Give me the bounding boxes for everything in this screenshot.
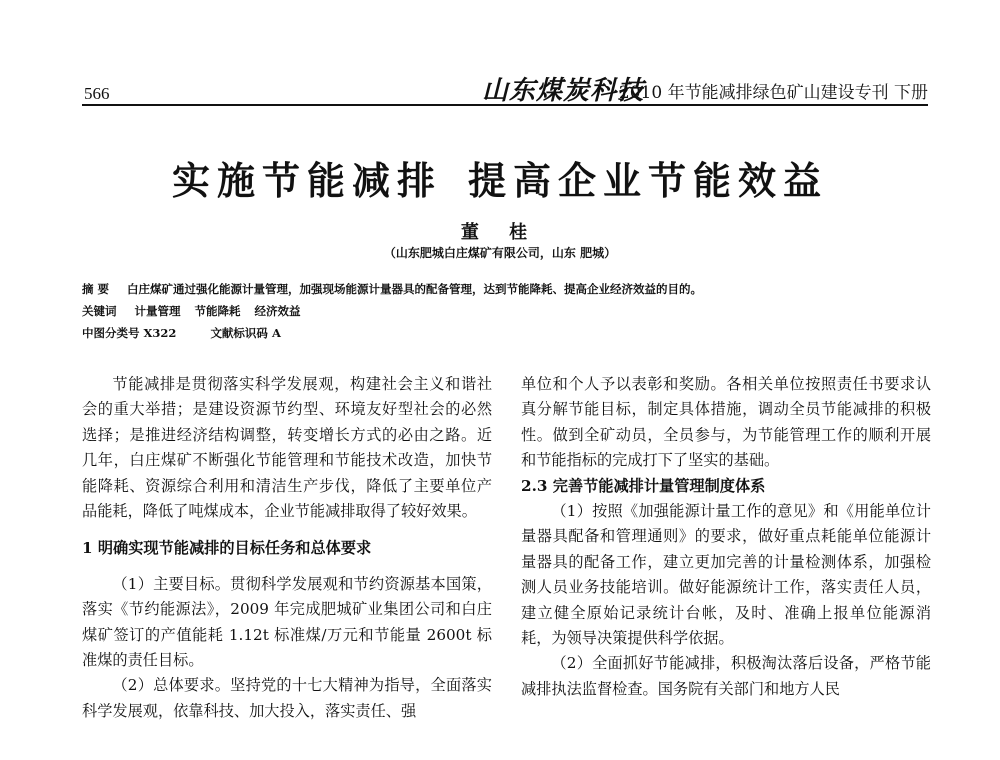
section-1-heading: 1 明确实现节能减排的目标任务和总体要求 [82,539,372,558]
title-part-2: 提高企业节能效益 [468,158,829,203]
running-header [82,64,928,106]
author: 董 桂 [460,222,540,243]
section-2-3-heading: 2.3 完善节能减排计量管理制度体系 [521,476,766,495]
journal-logo: 山东煤炭科技 [482,76,645,106]
section-2-3-paragraph-2: （2）全面抓好节能减排，积极淘汰落后设备，严格节能减排执法监督检查。国务院有关部门和地方人民 [521,654,931,698]
page-number: 566 [84,84,110,103]
title-part-1: 实施节能减排 [171,158,442,203]
abstract-text: 白庄煤矿通过强化能源计量管理，加强现场能源计量器具的配备管理，达到节能降耗、提高企业经济效益的目的。 [127,282,703,296]
abstract-label: 摘 要 [82,282,110,296]
classification-code: 中图分类号 X322 [82,326,177,340]
section-2-3-paragraph-1: （1）按照《加强能源计量工作的意见》和《用能单位计量器具配备和管理通则》的要求，做好重点耗能单位能源计量器具的配备工作，建立更加完善的计量检测体系，加强检测人员业务技能培训。做好能源统计工作，落实责任人员，建立健全原始记录统计台帐，及时、准确上报单位能源消耗，为领导决策提供科学依据。 [521,502,931,648]
requirement-paragraph: （2）总体要求。坚持党的十七大精神为指导，全面落实科学发展观，依靠科技、加大投入，落实责任、强 [82,676,492,720]
abstract [82,281,928,297]
goal-paragraph: （1）主要目标。贯彻科学发展观和节约资源基本国策，落实《节约能源法》，2009 年完成肥城矿业集团公司和白庄煤矿签订的产值能耗 1.12t 标准煤/万元和节能量 2600t 标准煤的责任目标。 [82,574,492,670]
keywords-label: 关键词 [82,304,117,318]
document-code: 文献标识码 A [210,326,281,340]
left-column [82,372,492,724]
keywords [82,303,928,319]
keyword: 经济效益 [254,304,301,318]
article-title [0,150,1000,205]
affiliation: （山东肥城白庄煤矿有限公司，山东 肥城） [383,246,617,260]
keyword: 计量管理 [134,304,181,318]
intro-paragraph: 节能减排是贯彻落实科学发展观，构建社会主义和谐社会的重大举措；是建设资源节约型、环境友好型社会的必然选择；是推进经济结构调整，转变增长方式的必由之路。近几年，白庄煤矿不断强化节能管理和节能技术改造，加快节能降耗、资源综合利用和清洁生产步伐，降低了主要单位产品能耗，降低了吨煤成本，企业节能减排取得了较好效果。 [82,375,492,521]
issue-title: 2010 年节能减排绿色矿山建设专刊 下册 [618,83,928,103]
keyword: 节能降耗 [194,304,241,318]
classification [82,325,928,341]
continuation-paragraph: 单位和个人予以表彰和奖励。各相关单位按照责任书要求认真分解节能目标，制定具体措施，调动全员节能减排的积极性。做到全矿动员，全员参与，为节能管理工作的顺利开展和节能指标的完成打下了坚实的基础。 [521,375,931,470]
right-column [521,372,931,702]
